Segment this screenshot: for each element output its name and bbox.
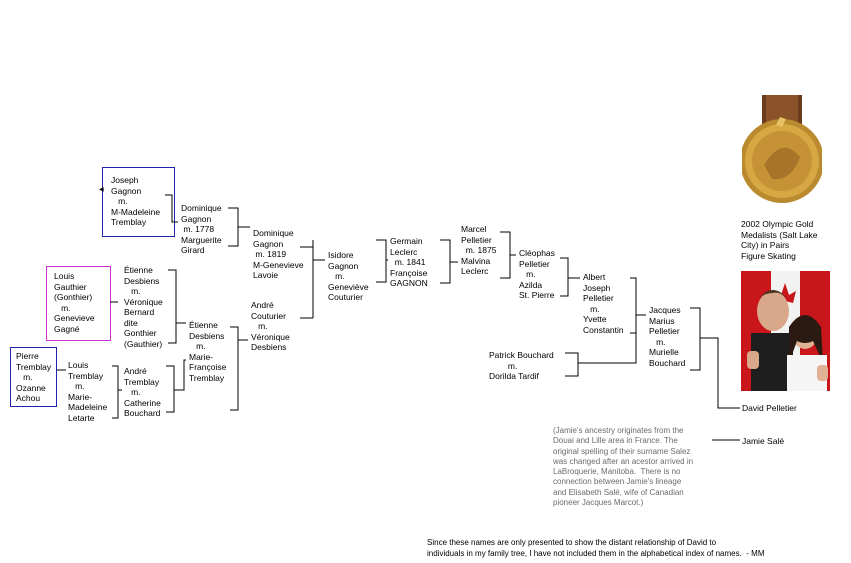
medal-caption: 2002 Olympic Gold Medalists (Salt Lake City) in Pairs Figure Skating — [741, 219, 818, 261]
person-dominique-gagnon-1819: Dominique Gagnon m. 1819 M-Genevieve Lavoie — [253, 228, 304, 280]
person-isidore-gagnon: Isidore Gagnon m. Geneviève Couturier — [328, 250, 369, 302]
person-joseph-gagnon: Joseph Gagnon m. M-Madeleine Tremblay — [111, 175, 161, 227]
arrow-marker-icon: ◀ — [99, 187, 104, 193]
medalists-photo — [741, 271, 830, 391]
person-etienne-desbiens-2: Étienne Desbiens m. Marie- Françoise Tremblay — [189, 320, 227, 383]
person-germain-leclerc: Germain Leclerc m. 1841 Françoise GAGNON — [390, 236, 428, 288]
person-louis-tremblay: Louis Tremblay m. Marie- Madeleine Letarte — [68, 360, 108, 423]
person-patrick-bouchard: Patrick Bouchard m. Dorilda Tardif — [489, 350, 554, 381]
person-jamie-sale: Jamie Salé — [742, 436, 785, 446]
person-pierre-tremblay: Pierre Tremblay m. Ozanne Achou — [16, 351, 52, 403]
person-marcel-pelletier: Marcel Pelletier m. 1875 Malvina Leclerc — [461, 224, 497, 276]
person-louis-gauthier: Louis Gauthier (Gonthier) m. Genevieve Gagné — [54, 271, 95, 334]
person-dominique-gagnon-1778: Dominique Gagnon m. 1778 Marguerite Girard — [181, 203, 222, 255]
gold-medal-image — [742, 95, 822, 213]
person-etienne-desbiens-1: Étienne Desbiens m. Véronique Bernard dite Gonthier (Gauthier) — [124, 265, 163, 349]
person-jacques-pelletier: Jacques Marius Pelletier m. Murielle Bouchard — [649, 305, 686, 368]
person-albert-pelletier: Albert Joseph Pelletier m. Yvette Constantin — [583, 272, 624, 335]
jamie-ancestry-note: (Jamie's ancestry originates from the Douai and Lille area in France. The original spelling of their surname Salez was changed after an acestor arrived in LaBroquerie, Manitoba. There is no connection between Jamie's lineage and Elisabeth Salé, wife of Canadian pioneer Jacques Marcot.) — [553, 426, 694, 508]
person-cleophas-pelletier: Cléophas Pelletier m. Azilda St. Pierre — [519, 248, 555, 300]
footer-note: Since these names are only presented to show the distant relationship of David to individuals in my family tree, I have not included them in the alphabetical index of names. - MM — [427, 538, 765, 558]
person-david-pelletier: David Pelletier — [742, 403, 797, 413]
person-andre-couturier: André Couturier m. Véronique Desbiens — [251, 300, 290, 352]
person-andre-tremblay: André Tremblay m. Catherine Bouchard — [124, 366, 161, 418]
